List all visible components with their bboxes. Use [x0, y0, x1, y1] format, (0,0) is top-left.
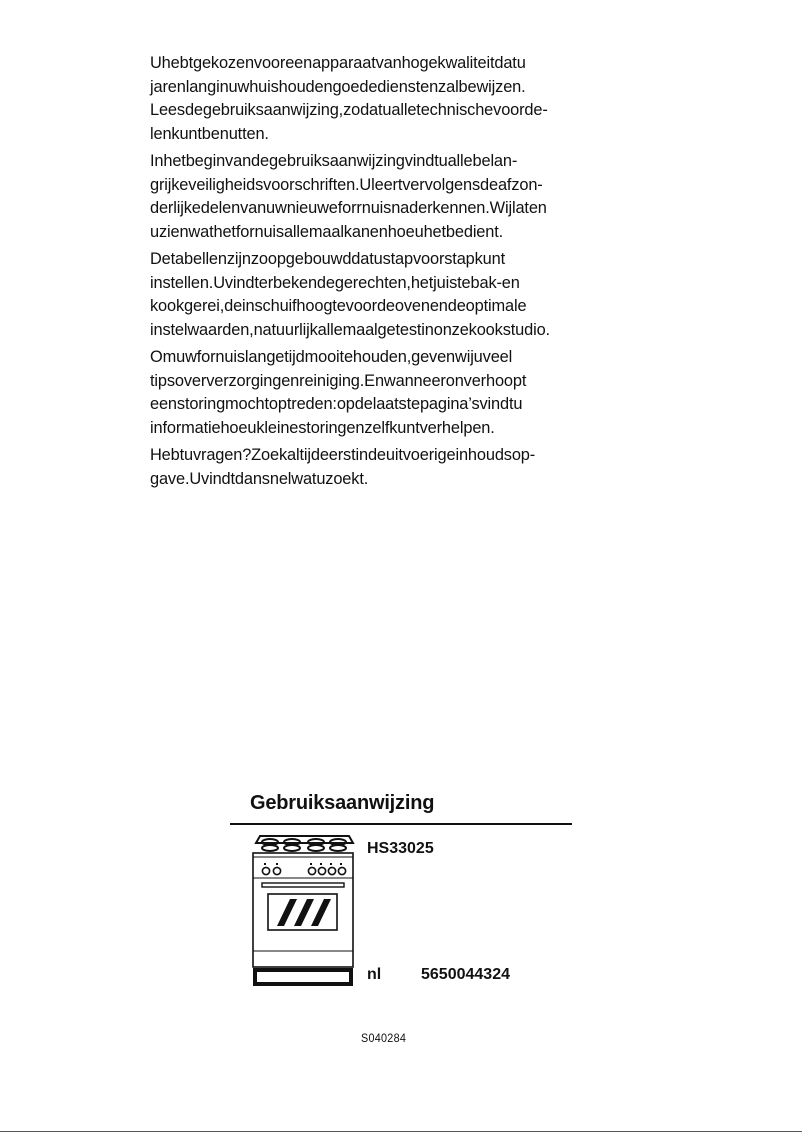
text-line: Leesdegebruiksaanwijzing,zodatualletechnischevoorde- [150, 101, 548, 119]
text-line: lenkuntbenutten. [150, 124, 269, 143]
text-line: Detabellenzijnzoopgebouwddatustapvoorstapkunt [150, 250, 506, 268]
page-edge-line [0, 1131, 802, 1132]
stove-icon [250, 833, 356, 989]
reference-number: S040284 [361, 1031, 407, 1045]
model-number: HS33025 [367, 840, 434, 857]
text-line: kookgerei,deinschuifhoogtevoordeovenendeoptimale [150, 297, 527, 315]
text-line: informatiehoeukleinestoringenzelfkuntverhelpen. [150, 418, 495, 437]
text-line: instellen.Uvindterbekendegerechten,hetjuistebak-en [150, 273, 520, 292]
text-line: gave.Uvindtdansnelwatuzoekt. [150, 469, 369, 488]
language-code: nl [367, 966, 382, 983]
document-code: 5650044324 [421, 966, 510, 983]
text-line: uzienwathetfornuisallemaalkanenhoeuhetbedient. [150, 222, 504, 241]
intro-paragraph-2 [150, 150, 620, 244]
text-line: Omuwfornuislangetijdmooitehouden,gevenwijuveel [150, 348, 513, 366]
text-line: Inhetbeginvandegebruiksaanwijzingvindtuallebelan- [150, 152, 518, 170]
intro-paragraph-4 [150, 346, 620, 440]
text-line: tipsoververzorgingenreiniging.Enwanneeronverhoopt [150, 371, 527, 390]
text-line: Hebtuvragen?Zoekaltijdeerstindeuitvoerigeinhoudsop- [150, 446, 536, 464]
intro-paragraph-3 [150, 248, 620, 342]
title-divider [230, 823, 572, 825]
intro-paragraph-5 [150, 444, 620, 491]
text-line: instelwaarden,natuurlijkallemaalgetestinonzekookstudio. [150, 320, 550, 339]
text-line: jarenlanginuwhuishoudengoededienstenzalbewijzen. [150, 77, 526, 96]
text-line: Uhebtgekozenvooreenapparaatvanhogekwaliteitdatu [150, 54, 526, 72]
text-line: eenstoringmochtoptreden:opdelaatstepagina’svindtu [150, 395, 523, 413]
manual-title: Gebruiksaanwijzing [250, 792, 435, 814]
intro-text [150, 52, 620, 495]
text-line: derlijkedelenvanuwnieuweforrnuisnaderkennen.Wijlaten [150, 199, 547, 217]
intro-paragraph-1 [150, 52, 620, 146]
text-line: grijkeveiligheidsvoorschriften.Uleertvervolgensdeafzon- [150, 175, 543, 194]
